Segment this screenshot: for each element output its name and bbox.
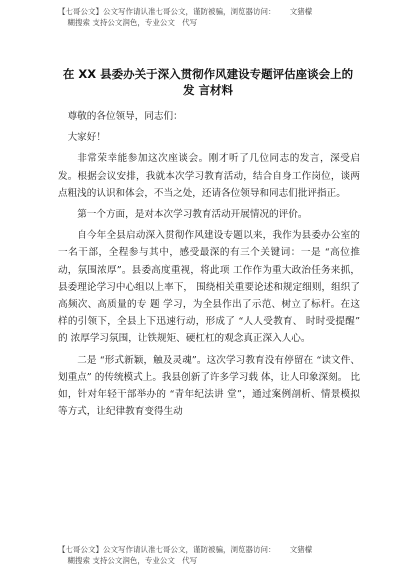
body-paragraph: 二是 “形式新颖，触及灵魂”。这次学习教育没有停留在 “读文件、划重点” 的传统模式上。我县创新了许多学习载 体，让人印象深刻。 比如，针对年轻干部举办的 “青年纪法讲 堂”，通过案例剖析、情景模拟等方式，让纪律教育变得生动 bbox=[58, 354, 360, 418]
salutation: 尊敬的各位领导，同志们： bbox=[67, 111, 183, 122]
banner-line: 糊搜索 支持公文润色，专业公文 代写 bbox=[58, 18, 198, 27]
body-paragraph: 第一个方面，是对本次学习教育活动开展情况的评价。 bbox=[77, 209, 308, 221]
document-title bbox=[58, 66, 358, 98]
body-paragraph: 自今年全县启动深入贯彻作风建设专题以来，我作为县委办公室的一名干部，全程参与其中，感受最深的有三个关键词：一是 “高位推动，氛围浓厚”。县委高度重视，将此项 工作作为重大政治任务来抓，县委理论学习中心组以上率下， 围绕相关重要论述和规定细则，组织了高频次、高质量的专 题 学习，为全县作出了示范、树立了标杆。在这样的引领下，全县上下迅速行动，形成了 “人人受教育、 时时受提醒” 的 浓厚学习氛围，让铁规矩、硬杠杠的观念真正深入人心。 bbox=[58, 230, 360, 345]
banner-line: 【七哥公文】公文写作请认准七哥公文，谨防被骗，浏览器访问： 文猪檬 bbox=[58, 7, 313, 16]
footer-watermark-banner bbox=[58, 544, 378, 566]
greeting: 大家好！ bbox=[67, 132, 106, 144]
title-line: 发 言材料 bbox=[182, 83, 233, 97]
title-line: 在 XX 县委办关于深入贯彻作风建设专题评估座谈会上的 bbox=[62, 67, 354, 81]
banner-line: 【七哥公文】公文写作请认准七哥公文，谨防被骗，浏览器访问： 文猪檬 bbox=[58, 545, 313, 554]
body-paragraph: 非常荣幸能参加这次座谈会。刚才听了几位同志的发言，深受启发。根据会议安排，我就本次学习教育活动，结合自身工作岗位，谈两点粗浅的认识和体会，不当之处，还请各位领导和同志们批评指正。 bbox=[58, 153, 360, 199]
banner-line: 糊搜索 支持公文润色，专业公文 代写 bbox=[58, 556, 198, 565]
document-body bbox=[58, 108, 360, 424]
header-watermark-banner bbox=[58, 6, 378, 28]
